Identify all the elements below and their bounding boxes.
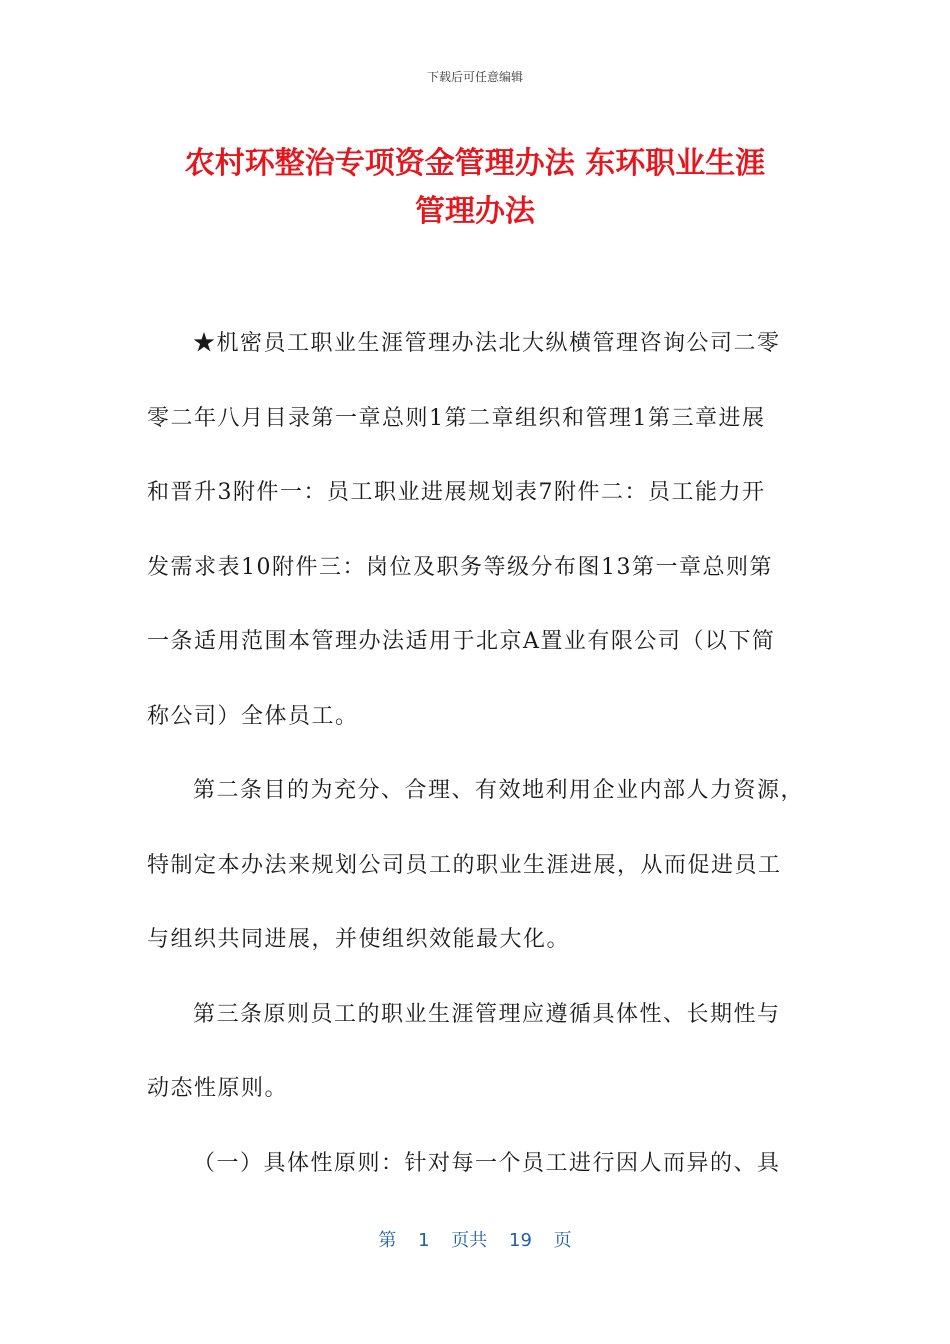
body-line: 零二年八月目录第一章总则1第二章组织和管理1第三章进展	[147, 406, 766, 431]
body-line: 第二条目的为充分、合理、有效地利用企业内部人力资源，	[193, 778, 805, 803]
footer-page-prefix: 第	[378, 1230, 397, 1251]
body-line: 第三条原则员工的职业生涯管理应遵循具体性、长期性与	[193, 1002, 781, 1027]
body-line: ★机密员工职业生涯管理办法北大纵横管理咨询公司二零	[193, 331, 781, 356]
footer-total-label: 页共	[451, 1230, 488, 1251]
footer-page-suffix: 页	[553, 1230, 572, 1251]
page-footer	[0, 1226, 950, 1252]
document-title-line-1: 农村环整治专项资金管理办法 东环职业生涯	[184, 146, 766, 181]
body-line: （一）具体性原则：针对每一个员工进行因人而异的、具	[193, 1151, 781, 1176]
body-line: 动态性原则。	[147, 1076, 289, 1101]
footer-total-pages: 19	[509, 1230, 532, 1251]
body-line: 发需求表10附件三：岗位及职务等级分布图13第一章总则第	[147, 555, 773, 580]
header-note: 下载后可任意编辑	[426, 70, 523, 84]
body-line: 特制定本办法来规划公司员工的职业生涯进展，从而促进员工	[147, 853, 782, 878]
footer-page-number: 1	[418, 1230, 430, 1251]
body-line: 一条适用范围本管理办法适用于北京A置业有限公司（以下简	[147, 629, 776, 654]
document-title-line-2: 管理办法	[415, 194, 535, 229]
document-title	[140, 140, 810, 236]
body-line: 和晋升3附件一：员工职业进展规划表7附件二：员工能力开	[147, 480, 766, 505]
body-line: 与组织共同进展，并使组织效能最大化。	[147, 927, 571, 952]
body-line: 称公司）全体员工。	[147, 704, 359, 729]
